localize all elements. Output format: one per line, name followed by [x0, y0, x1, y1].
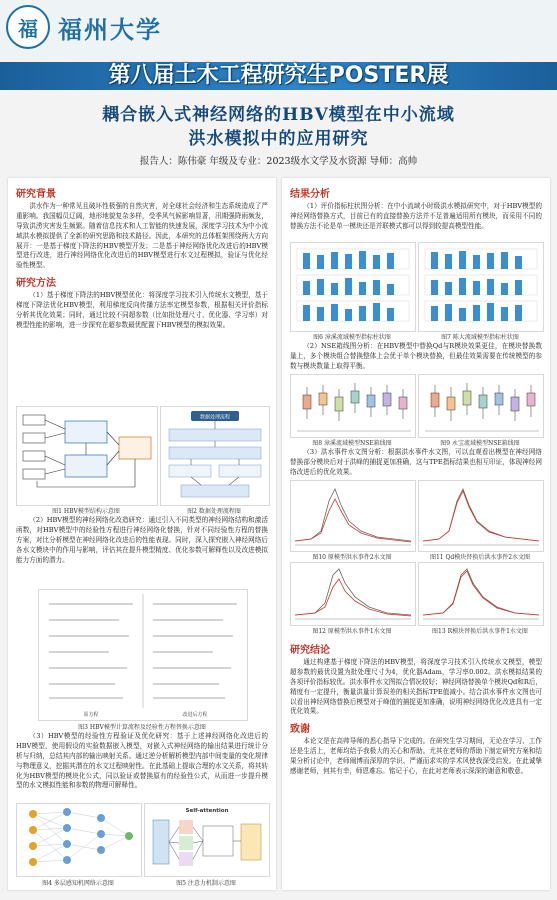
method-paragraph-3: （3）HBV模型的经验性方程验证及优化研究：基于上述神经网络化改进后的HBV模型，使用假设的实验数据嵌入模型，对嵌入式神经网络的输出结果进行统计分析与归纳，总结其内部的输出映射关系。通过逆分析解析模型内部中间变量的变化规律与物理意义，挖掘其潜在的水文过程映射性。在此基础上提取合理的水文关系，将其转化为HBV模型的模块化公式，同以验证或替换原有的经验性公式，从而进一步提升模型的水文模拟性能和参数的物理可解释性。: [16, 732, 268, 790]
background-heading: 研究背景: [16, 189, 56, 200]
banner-title: 第八届土木工程研究生POSTER展: [108, 63, 449, 88]
fig12-svg: [291, 563, 415, 625]
fig2-box-label: 数据处理流程: [199, 414, 231, 421]
fig10-svg: [291, 481, 415, 551]
poster-title-line1: 耦合嵌入式神经网络的HBV模型在中小流域: [102, 105, 455, 125]
seal-char: 福: [18, 16, 38, 41]
data-flow-diagram: [161, 407, 269, 505]
fig10-hydrograph: [290, 480, 416, 552]
method-paragraph-2: （2）HBV模型的神经网络化改造研究：通过引入不同类型的神经网络结构和激活函数，对HBV模型中的经验性方程进行神经网络化替换，针对不同经验性方程的替换方案，对比分析模型在神经网络化改进后的性能表现。同时，深入探究嵌入神经网络后各水文模块中的作用与影响，评估其在提升模型精度、优化参数可解释性以及改进模拟能力方面的潜力。: [16, 516, 268, 564]
hbv-structure-diagram: [17, 407, 157, 505]
fig7-bar-chart: [418, 242, 544, 332]
fig7-caption: 图7 陈大流域模型指标柱状图: [441, 334, 519, 341]
results-paragraph-3: （3）洪水事件水文图分析：根据洪水事件水文图，可以直观看出模型在神经网络替换部分模块后对于洪峰的捕捉更加准确，这与TPE指标结果也相互印证，体现神经网络改进后的优化效果。: [290, 448, 542, 476]
thanks-heading: 致谢: [290, 724, 310, 736]
fig9-boxes-svg: [419, 375, 543, 437]
header: [0, 0, 557, 60]
fig3-left-label: 原方程: [83, 712, 99, 718]
fig5-title: Self-attention: [185, 808, 229, 814]
fig6-bar-group: [297, 249, 409, 321]
fig9-caption: 图9 永宝流域模型NSE箱线图: [440, 440, 520, 447]
fig9-box-plot: [418, 374, 544, 438]
method-paragraph-1: （1）基于梯度下降法的HBV模型优化：将深度学习技术引入传统水文模型，基于梯度下降法优化HBV模型，利用梯度反向传播方法率定模型参数，根据相关评价指标分析其优化效果；同时，通过比较不同超参数（比如批处理尺寸、优化器、学习率）对模型性能的影响，进一步探究在超参数最优配置下HBV模型的模拟效果。: [16, 291, 268, 329]
equation-replacement-diagram: [39, 590, 247, 720]
thanks-text: 本论文是在高帅导师的悉心指导下完成的。在研究生学习期间，无论在学习、工作还是生活上，老师均给予我极大的关心和帮助。尤其在老师的帮助下制定研究方案和结果分析讨论中，老师阐博而深厚的学识、严谨而求实的学术风使我深受启发。在此诚挚感谢老师，何其有幸，师恩难忘。铭记于心，在此对老师表示深深的谢意和敬意。: [290, 737, 542, 776]
fig11-caption: 图11 Qd模块替换后洪水事件2水文图: [429, 554, 531, 561]
fig4-caption: 图4 多层感知机网络示意图: [42, 880, 114, 887]
fig6-caption: 图6 漳溪流域模型指标柱状图: [313, 334, 391, 341]
background-text: 洪水作为一种常见且破坏性极强的自然灾害，对全球社会经济和生态系统造成了严重影响。我国幅员辽阔，地形地貌复杂多样，受季风气候影响显著，汛期强降雨频发，导致洪涝灾害发生频繁。随着信息技术和人工智能的快速发展，深度学习技术为中小流域洪水模拟提供了全新的研究思路和技术路径。因此，本研究的总体框架围绕两大方向展开：一是基于梯度下降法的HBV模型开发；二是基于神经网络优化改进后的HBV模型进行改进，进行神经网络优化改进后的HBV模型进行水文过程模拟，验证与优化经验性模型。: [16, 202, 268, 270]
fig3-right-label: 改进后方程: [182, 712, 208, 718]
fig8-caption: 图8 漳溪流域模型NSE箱线图: [312, 440, 392, 447]
fig7-bar-group: [425, 249, 537, 321]
fig2-caption: 图2 数据处理流程图: [187, 508, 241, 515]
fig1-caption: 图1 HBV模型结构示意图: [52, 508, 120, 515]
fig2-data-flow: [160, 406, 270, 506]
fig13-caption: 图13 R模块替换后洪水事件1水文图: [432, 628, 528, 635]
author-line: 报告人：陈伟豪 年级及专业：2023级水文学及水资源 导师：高帅: [139, 156, 418, 167]
fig3-caption: 图3 HBV模型计算流程及经验性方程替换示意图: [78, 724, 206, 731]
university-seal-logo: [6, 5, 50, 49]
fig11-hydrograph: [418, 480, 544, 552]
fig7-bars-svg: [419, 243, 543, 331]
fig12-caption: 图12 原模型洪水事件1水文图: [312, 628, 392, 635]
university-name: 福州大学: [58, 15, 162, 44]
results-paragraph-1: （1）评价指标柱状图分析：在中小流域小时级洪水模拟研究中，对于HBV模型的神经网络替换方式，目前已有的直接替换方法并不足普遍适用所有模块，而采用不同的替换方法不论是单一模块还是并联模式都可以得到较提高模型性能。: [290, 202, 542, 230]
attention-diagram: [145, 804, 269, 876]
fig5-caption: 图5 注意力机制示意图: [176, 880, 236, 887]
fig1-hbv-structure: [16, 406, 158, 506]
fig6-bars-svg: [291, 243, 415, 331]
fig6-bar-chart: [290, 242, 416, 332]
results-paragraph-2: （2）NSE箱线图分析：在HBV模型中替换Qd与R模块效果更佳，在模块替换数量上，多个模块组合替换整体上会优于单个模块替换，但最佳效果需要在传统模型的参数与模块数量上取得平衡。: [290, 342, 542, 370]
conclusion-heading: 研究结论: [290, 645, 330, 656]
fig4-mlp: [16, 803, 142, 877]
conclusion-text: 通过构建基于梯度下降法的HBV模型，将深度学习技术引入传统水文模型，模型超参数的最优设置为批处理尺寸为4，优化器Adam，学习率0.002。洪水模拟结果的各项评价指标较优。洪水事件水文图拟合情况较好；神经网络替换单个模块Qd和R后，精度有一定提升，衡量洪量计算误差的相关指标TPE值减小。结合洪水事件水文图也可以看出神经网络替换后模型对于峰值的捕捉更加准确，说明神经网络优化改进具有一定优化效果。: [290, 658, 542, 716]
fig11-svg: [419, 481, 543, 551]
fig3-equation-replacement: [38, 589, 248, 721]
fig8-boxes-svg: [291, 375, 415, 437]
fig8-box-plot: [290, 374, 416, 438]
fig13-svg: [419, 563, 543, 625]
left-column: [8, 178, 276, 890]
fig5-attention: [144, 803, 270, 877]
results-heading: 结果分析: [290, 189, 330, 200]
fig10-caption: 图10 原模型洪水事件2水文图: [312, 554, 392, 561]
mlp-diagram: [17, 804, 141, 876]
method-heading: 研究方法: [16, 278, 56, 290]
right-column: [282, 178, 550, 890]
poster-title-line2: 洪水模拟中的应用研究: [188, 129, 369, 149]
fig12-hydrograph: [290, 562, 416, 626]
fig13-hydrograph: [418, 562, 544, 626]
